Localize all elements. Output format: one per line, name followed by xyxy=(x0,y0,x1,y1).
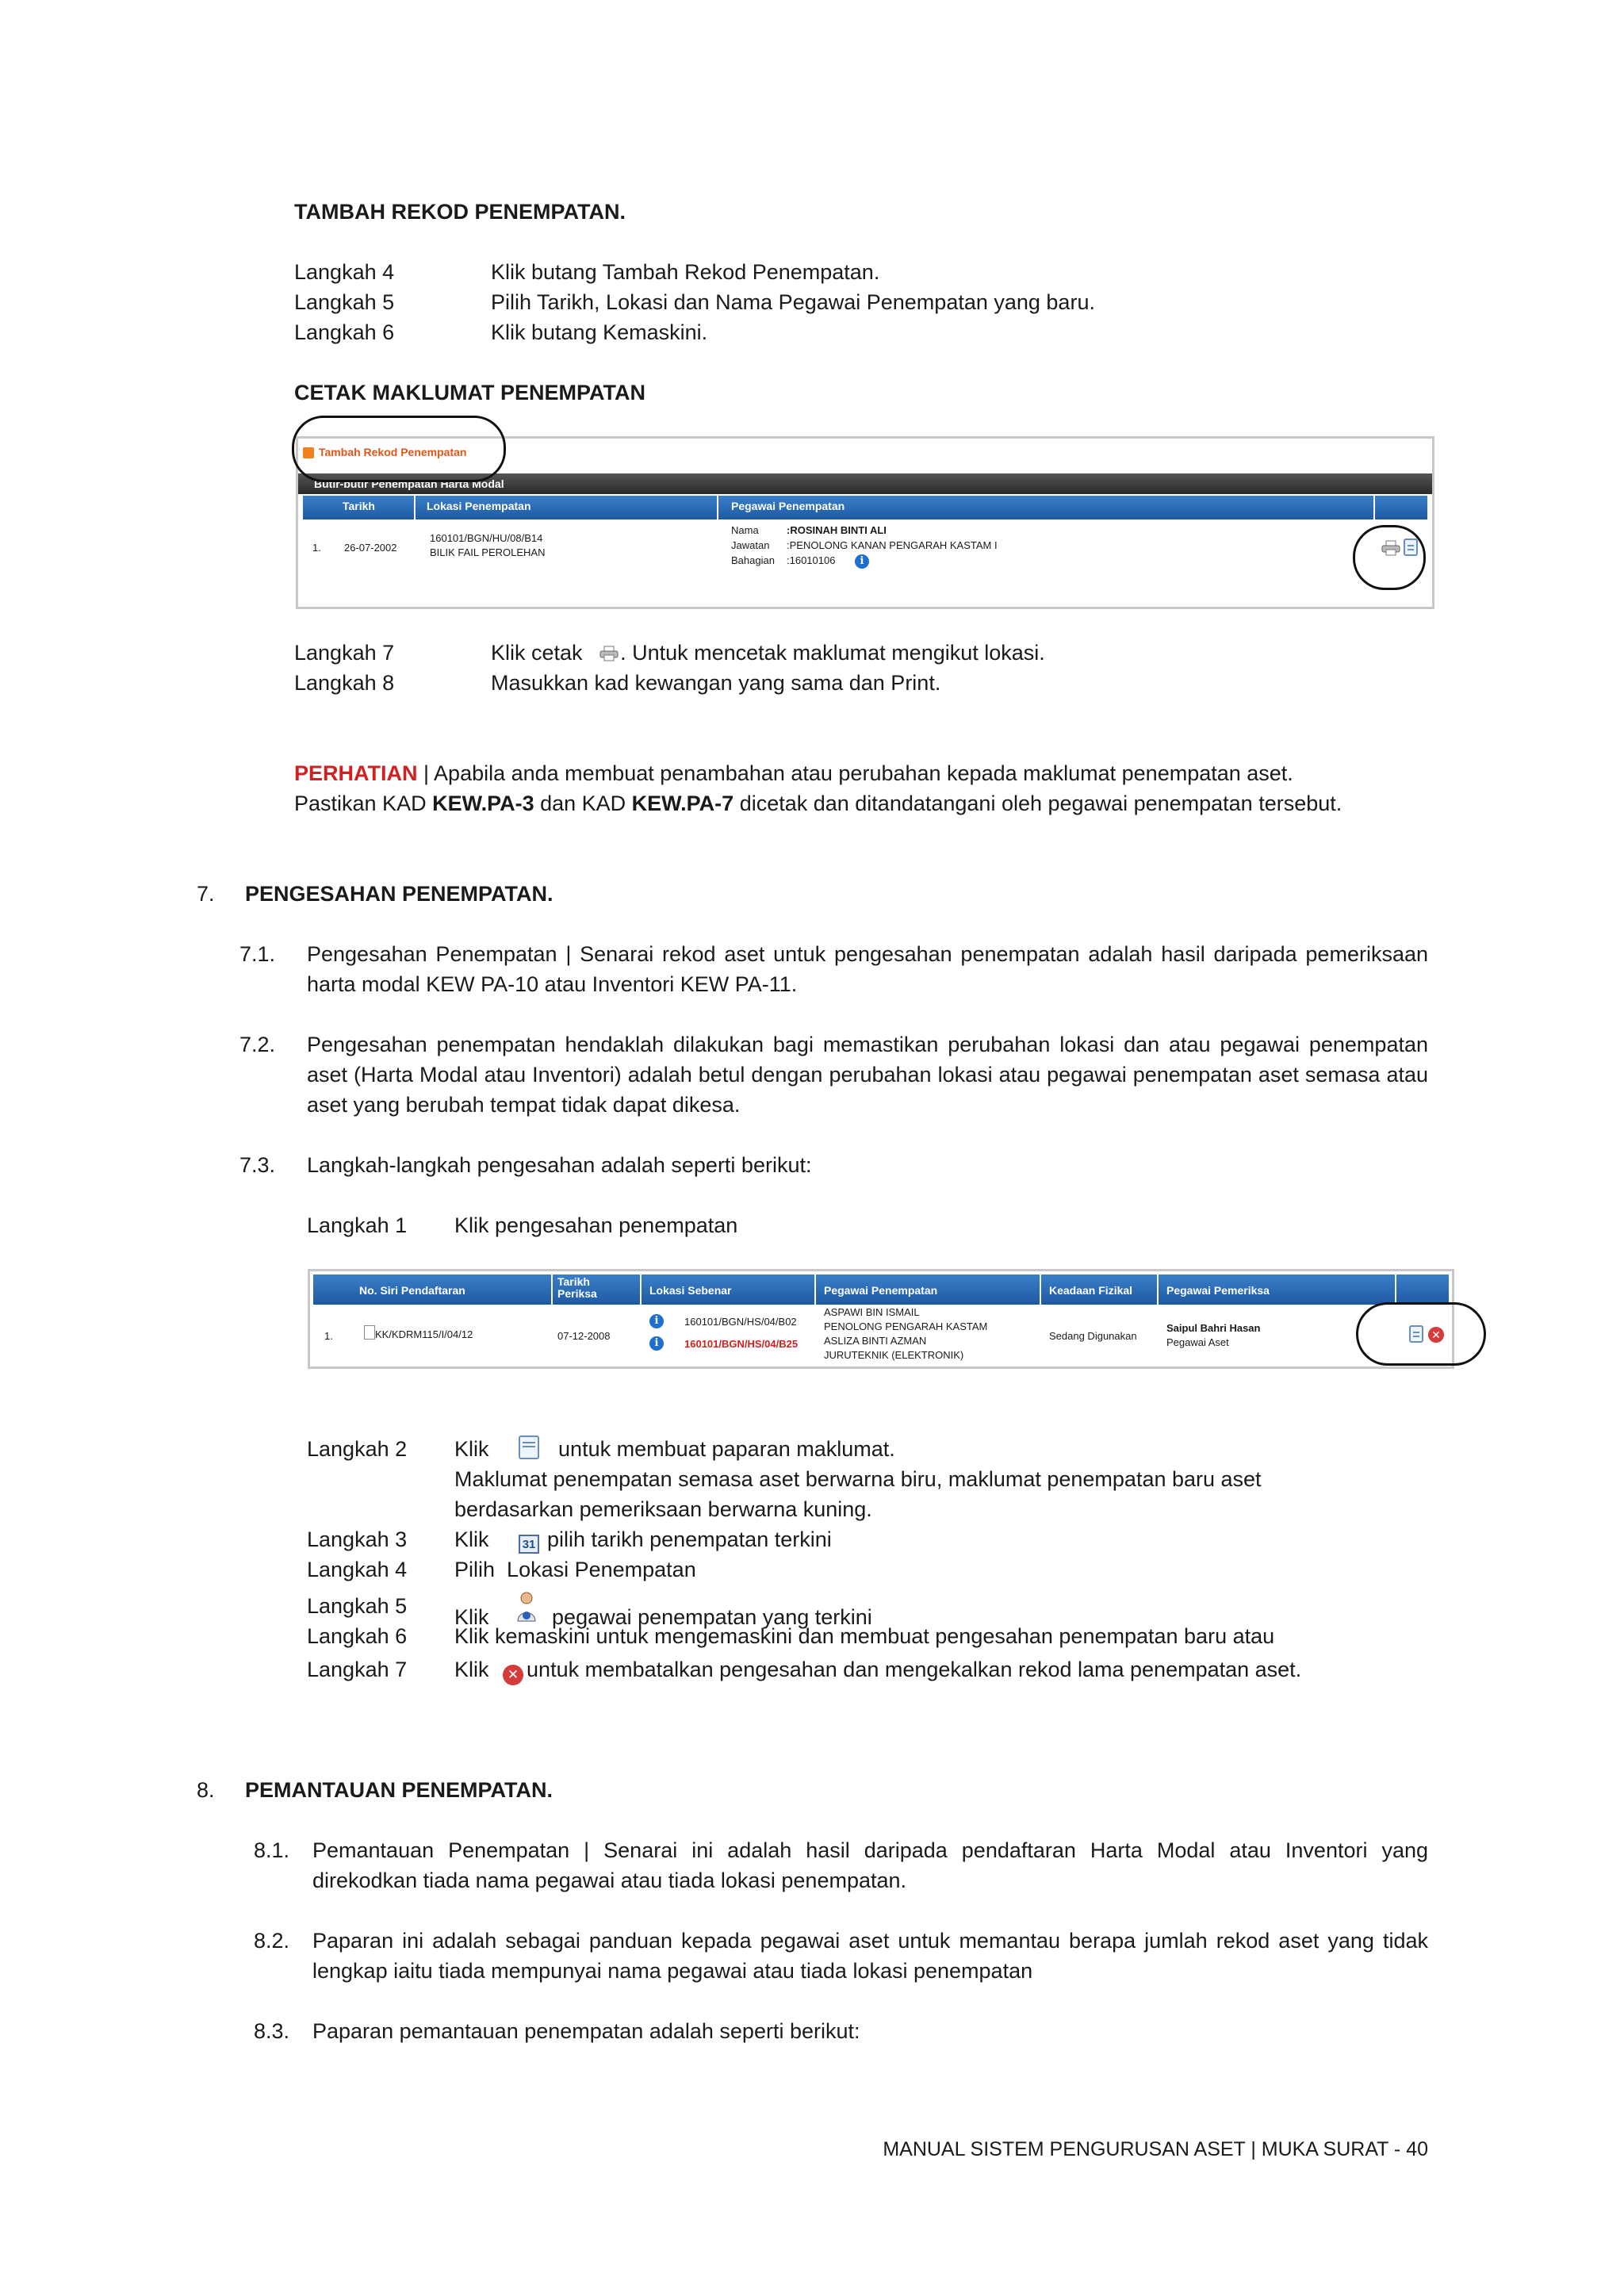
item-text: Paparan ini adalah sebagai panduan kepada pegawai aset untuk memantau berapa jumlah rekod aset yang tidak lengkap iaitu tiada mempunyai nama pegawai atau tiada lokasi penempatan xyxy=(312,1929,1428,1983)
step-label: Langkah 7 xyxy=(307,1658,408,1681)
step-text: Klik pegawai penempatan yang terkini xyxy=(454,1591,872,1632)
table-row: 1. KK/KDRM115/I/04/12 07-12-2008 i 160101/BGN/HS/04/B02 i 160101/BGN/HS/04/B25 ASPAWI BIN ISMAIL PENOLONG PENGARAH KASTAM ASLIZA BINTI AZMAN JURUTEKNIK (ELEKTRONIK) Sedang Digunakan Saipul Bahri Hasan Pegawai Aset ✕ xyxy=(313,1306,1449,1363)
col-header: Tarikh Periksa xyxy=(557,1275,597,1300)
item-number: 7.3. xyxy=(239,1153,276,1177)
step-text: Pilih Tarikh, Lokasi dan Nama Pegawai Penempatan yang baru. xyxy=(491,290,1095,314)
col-header: No. Siri Pendaftaran xyxy=(359,1284,465,1297)
document-icon xyxy=(519,1435,539,1459)
step-text: Klik cetak . Untuk mencetak maklumat mengikut lokasi. xyxy=(491,641,1045,665)
highlight-circle xyxy=(1353,525,1426,590)
step-text: Klik pengesahan penempatan xyxy=(454,1213,738,1237)
step-label: Langkah 5 xyxy=(294,290,395,314)
table-row: 1. 26-07-2002 160101/BGN/HU/08/B14 BILIK FAIL PEROLEHAN Nama :ROSINAH BINTI ALI Jawatan :PENOLONG KANAN PENGARAH KASTAM I Bahagian :16010106 i xyxy=(303,521,1427,573)
info-icon[interactable]: i xyxy=(649,1336,664,1351)
item-number: 8.3. xyxy=(254,2019,290,2043)
step-text: Klik butang Kemaskini. xyxy=(491,320,708,344)
item-text: Langkah-langkah pengesahan adalah seperti berikut: xyxy=(307,1153,812,1177)
page-footer: MANUAL SISTEM PENGURUSAN ASET | MUKA SURAT - 40 xyxy=(883,2138,1428,2160)
info-icon[interactable]: i xyxy=(855,554,869,569)
step-label: Langkah 1 xyxy=(307,1213,408,1237)
step-text: Masukkan kad kewangan yang sama dan Print. xyxy=(491,671,941,695)
step-label: Langkah 4 xyxy=(294,260,395,284)
cancel-icon[interactable]: ✕ xyxy=(1428,1327,1444,1343)
col-header: Lokasi Sebenar xyxy=(649,1284,732,1297)
col-header: Lokasi Penempatan xyxy=(427,500,531,512)
step-text: Klik 31 pilih tarikh penempatan terkini xyxy=(454,1524,832,1554)
table-header xyxy=(303,496,1427,519)
note-line-2: Pastikan KAD KEW.PA-3 dan KAD KEW.PA-7 dicetak dan ditandatangani oleh pegawai penempatan tersebut. xyxy=(294,792,1342,815)
calendar-icon: 31 xyxy=(519,1535,539,1554)
item-number: 7.1. xyxy=(239,942,276,966)
step-label: Langkah 5 xyxy=(307,1594,408,1618)
section-heading-tambah-rekod: TAMBAH REKOD PENEMPATAN. xyxy=(294,200,626,224)
col-header: Tarikh xyxy=(343,500,375,512)
col-header: Keadaan Fizikal xyxy=(1049,1284,1133,1297)
step-label: Langkah 6 xyxy=(307,1624,408,1648)
step-text: Maklumat penempatan semasa aset berwarna biru, maklumat penempatan baru aset xyxy=(454,1467,1262,1491)
section-heading-cetak: CETAK MAKLUMAT PENEMPATAN xyxy=(294,381,645,404)
section-title: PEMANTAUAN PENEMPATAN. xyxy=(245,1778,553,1802)
highlight-circle xyxy=(292,416,506,482)
add-record-link[interactable]: Tambah Rekod Penempatan xyxy=(303,443,541,462)
col-header: Pegawai Penempatan xyxy=(824,1284,938,1297)
item-text: Pengesahan penempatan hendaklah dilakukan bagi memastikan perubahan lokasi dan atau pegawai penempatan aset (Harta Modal atau Inventori) adalah betul dengan perubahan lokasi atau pegawai penempatan aset semasa atau aset yang berubah tempat tidak dapat dikesa. xyxy=(307,1033,1428,1117)
section-number: 8. xyxy=(197,1778,215,1802)
col-header: Pegawai Pemeriksa xyxy=(1166,1284,1270,1297)
step-label: Langkah 7 xyxy=(294,641,395,665)
printer-icon xyxy=(599,646,619,661)
item-text: Pemantauan Penempatan | Senarai ini adalah hasil daripada pendaftaran Harta Modal atau Inventori yang direkodkan tiada nama pegawai atau tiada lokasi penempatan. xyxy=(312,1838,1428,1892)
file-icon xyxy=(364,1325,375,1340)
panel-title-bar: Butir-butir Penempatan Harta Modal xyxy=(298,473,1432,494)
item-text: Pengesahan Penempatan | Senarai rekod aset untuk pengesahan penempatan adalah hasil daripada pemeriksaan harta modal KEW PA-10 atau Inventori KEW PA-11. xyxy=(307,942,1428,996)
section-title: PENGESAHAN PENEMPATAN. xyxy=(245,882,553,906)
step-text: Klik butang Tambah Rekod Penempatan. xyxy=(491,260,880,284)
step-label: Langkah 2 xyxy=(307,1437,408,1461)
step-text: Pilih Lokasi Penempatan xyxy=(454,1558,696,1581)
item-number: 8.1. xyxy=(254,1838,290,1862)
item-number: 8.2. xyxy=(254,1929,290,1953)
step-label: Langkah 3 xyxy=(307,1527,408,1551)
step-label: Langkah 6 xyxy=(294,320,395,344)
step-text: Klik ✕ untuk membatalkan pengesahan dan mengekalkan rekod lama penempatan aset. xyxy=(454,1654,1301,1685)
item-text: Paparan pemantauan penempatan adalah seperti berikut: xyxy=(312,2019,860,2043)
highlight-circle xyxy=(1356,1302,1486,1366)
step-text: Klik untuk membuat paparan maklumat. xyxy=(454,1437,895,1461)
item-number: 7.2. xyxy=(239,1033,276,1056)
section-number: 7. xyxy=(197,882,215,906)
cancel-icon: ✕ xyxy=(503,1665,523,1685)
col-header: Pegawai Penempatan xyxy=(731,500,845,512)
info-icon[interactable]: i xyxy=(649,1314,664,1328)
pengesahan-screenshot xyxy=(308,1269,1454,1369)
step-text: berdasarkan pemeriksaan berwarna kuning. xyxy=(454,1497,872,1521)
note-line-1: PERHATIAN | Apabila anda membuat penambahan atau perubahan kepada maklumat penempatan aset. xyxy=(294,761,1293,785)
step-label: Langkah 4 xyxy=(307,1558,408,1581)
user-icon xyxy=(515,1591,538,1623)
table-header xyxy=(313,1274,1449,1305)
step-text: Klik kemaskini untuk mengemaskini dan membuat pengesahan penempatan baru atau xyxy=(454,1624,1275,1648)
step-label: Langkah 8 xyxy=(294,671,395,695)
